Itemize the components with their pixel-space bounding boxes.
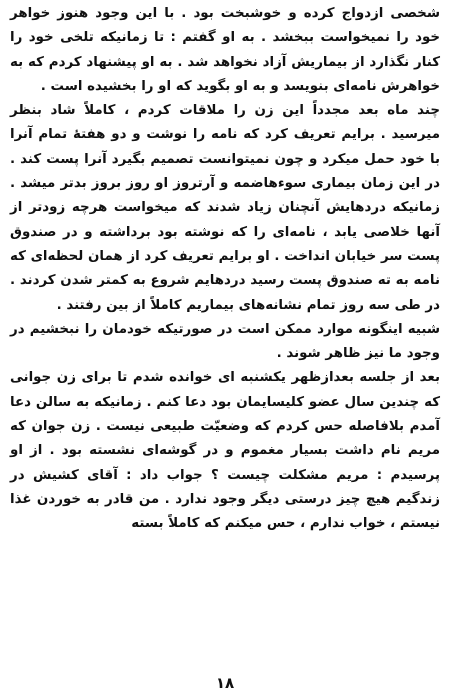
paragraph-2: چند ماه بعد مجدداً این زن را ملاقات کردم ، کاملاً شاد بنظر میرسید . برایم تعریف کرد که نامه را نوشت و دو هفتهٔ تمام آنرا با خود حمل میکرد و چون نمیتوانست تصمیم بگیرد آنرا پست کند . در این زمان بیماری سوءهاضمه و آرتروز او روز بروز بدتر میشد . زمانیکه دردهایش آنچنان زیاد شدند که میخواست هرچه زودتر از آنها خلاصی یابد ، نامه‌ای را که نوشته بود برداشته و در صندوق پست سر خیابان انداخت . او برایم تعریف کرد از همان لحظه‌ای که نامه به ته صندوق پست رسید دردهایم شروع به کمتر شدن کردند . در طی سه روز تمام نشانه‌های بیماریم کاملاً از بین رفتند . (10, 103, 440, 313)
body-text (10, 2, 440, 537)
paragraph-1: شخصی ازدواج کرده و خوشبخت بود . با این وجود هنوز خواهر خود را نمیخواست ببخشد . به او گفتم : تا زمانیکه تلخی خود را کنار نگذارد از بیماریش آزاد نخواهد شد . به او پیشنهاد کردم که به خواهرش نامه‌ای بنویسد و به او بگوید که او را بخشیده است . (10, 6, 440, 94)
paragraph-4: بعد از جلسه بعدازظهر یکشنبه ای خوانده شدم تا برای زن جوانی که چندین سال عضو کلیسایمان بود دعا کنم . زمانیکه به سالن دعا آمدم بلافاصله حس کردم که وضعیّت طبیعی نیست . زن جوان که مریم نام داشت بسیار مغموم و در گوشه‌ای نشسته بود . از او پرسیدم : مریم مشکلت چیست ؟ جواب داد : آقای کشیش در زندگیم هیچ چیز درستی دیگر وجود ندارد . من قادر به خوردن غذا نیستم ، خواب ندارم ، حس میکنم که کاملاً بسته (10, 370, 440, 532)
page-number: ۱۸ (215, 674, 235, 692)
paragraph-3: شبیه اینگونه موارد ممکن است در صورتیکه خودمان را نبخشیم در وجود ما نیز ظاهر شوند . (10, 321, 440, 362)
